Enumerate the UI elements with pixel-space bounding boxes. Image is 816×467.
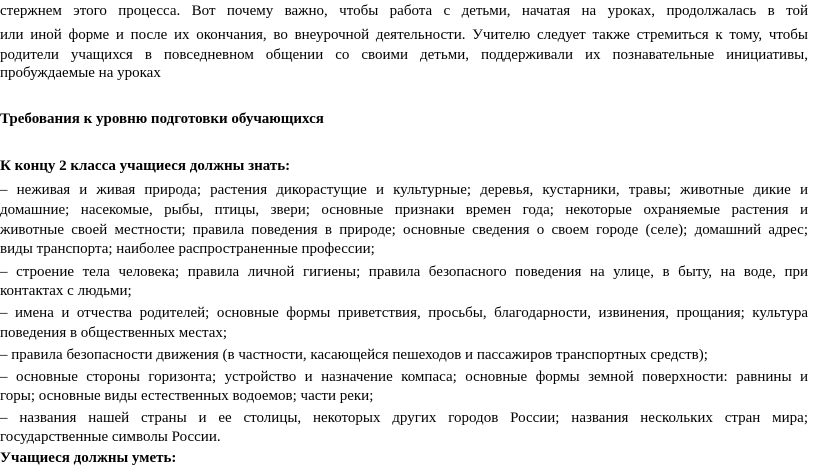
- know-line-4: виды транспорта; наиболее распространенные профессии;: [0, 241, 375, 257]
- know-line-12: – названия нашей страны и ее столицы, некоторых других городов России; названия нескольких стран мира;: [0, 410, 808, 426]
- know-line-2: домашние; насекомые, рыбы, птицы, звери; основные признаки времен года; некоторые охраняемые растения и: [0, 202, 808, 218]
- heading-students-know: К концу 2 класса учащиеся должны знать:: [0, 158, 291, 174]
- know-line-6: контактах с людьми;: [0, 283, 132, 299]
- know-line-5: – строение тела человека; правила личной гигиены; правила безопасного поведения на улице, в быту, на воде, при: [0, 264, 808, 280]
- know-line-3: животные своей местности; правила поведения в природе; основные сведения о своем городе (селе); домашний адрес;: [0, 222, 808, 238]
- heading-students-can: Учащиеся должны уметь:: [0, 450, 177, 466]
- paragraph-line-1: стержнем этого процесса. Вот почему важно, чтобы работа с детьми, начатая на уроках, продолжалась в той: [0, 3, 808, 19]
- know-line-13: государственные символы России.: [0, 429, 221, 445]
- paragraph-line-2: или иной форме и после их окончания, во внеурочной деятельности. Учителю следует также стремиться к тому, чтобы: [0, 27, 808, 43]
- paragraph-line-3: родители учащихся в повседневном общении со своими детьми, поддерживали их познавательные инициативы,: [0, 47, 808, 63]
- know-line-1: – неживая и живая природа; растения дикорастущие и культурные; деревья, кустарники, травы; животные дикие и: [0, 182, 808, 198]
- know-line-7: – имена и отчества родителей; основные формы приветствия, просьбы, благодарности, извинения, прощания; культура: [0, 305, 808, 321]
- know-line-10: – основные стороны горизонта; устройство и назначение компаса; основные формы земной поверхности: равнины и: [0, 369, 808, 385]
- know-line-9: – правила безопасности движения (в частности, касающейся пешеходов и пассажиров транспортных средств);: [0, 347, 708, 363]
- know-line-11: горы; основные виды естественных водоемов; части реки;: [0, 388, 374, 404]
- paragraph-line-4: пробуждаемые на уроках: [0, 65, 161, 81]
- heading-requirements: Требования к уровню подготовки обучающихся: [0, 111, 324, 127]
- know-line-8: поведения в общественных местах;: [0, 325, 228, 341]
